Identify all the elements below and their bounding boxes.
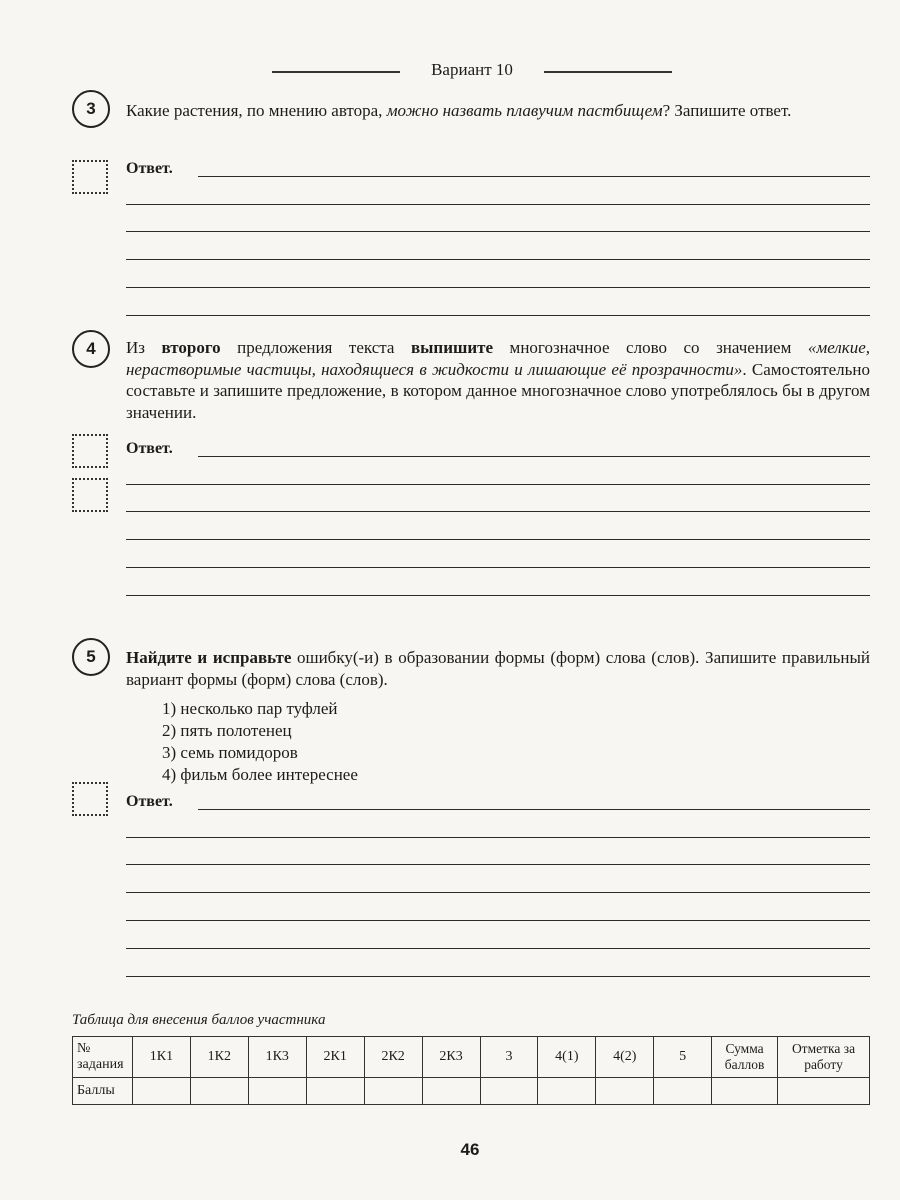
task-3-text: Какие растения, по мнению автора, bbox=[126, 101, 387, 120]
answer-line[interactable] bbox=[126, 231, 870, 232]
variant-title: Вариант 10 bbox=[431, 60, 513, 79]
answer-line[interactable] bbox=[198, 809, 870, 810]
answer-line[interactable] bbox=[126, 259, 870, 260]
answer-label: Ответ. bbox=[126, 440, 173, 457]
score-cell[interactable] bbox=[596, 1078, 654, 1105]
score-box[interactable] bbox=[72, 478, 108, 512]
task-3-question bbox=[126, 100, 870, 122]
column-header: 4(1) bbox=[538, 1037, 596, 1078]
score-box[interactable] bbox=[72, 782, 108, 816]
task-4-bold: второго bbox=[161, 338, 221, 357]
score-cell[interactable] bbox=[190, 1078, 248, 1105]
task-4-text: предложения текста bbox=[220, 338, 411, 357]
page-number: 46 bbox=[460, 1140, 480, 1159]
task-5 bbox=[72, 638, 872, 998]
header-rule-right bbox=[544, 71, 672, 73]
answer-line[interactable] bbox=[126, 315, 870, 316]
column-header: 1К1 bbox=[132, 1037, 190, 1078]
option-item: 2) пять полотенец bbox=[162, 721, 292, 740]
answer-label: Ответ. bbox=[126, 160, 173, 177]
score-box[interactable] bbox=[72, 434, 108, 468]
task-3-italic-phrase: можно назвать плавучим пастбищем bbox=[386, 101, 663, 120]
task-4-question bbox=[126, 337, 870, 423]
option-item: 3) семь помидоров bbox=[162, 743, 298, 762]
task-4-text: многозначное слово со значением bbox=[493, 338, 808, 357]
task-4-italic-definition: «мелкие, нерастворимые частицы, находящиеся в жидкости и лишающие её прозрачности» bbox=[126, 338, 870, 379]
answer-line[interactable] bbox=[126, 948, 870, 949]
answer-label: Ответ. bbox=[126, 793, 173, 810]
score-table-scores-row bbox=[73, 1078, 870, 1105]
column-header: 1К2 bbox=[190, 1037, 248, 1078]
grade-header: Отметка за работу bbox=[778, 1037, 870, 1078]
answer-line[interactable] bbox=[126, 595, 870, 596]
task-3-text-end: ? Запишите ответ. bbox=[662, 101, 792, 120]
answer-line[interactable] bbox=[126, 837, 870, 838]
task-4-text: . Самостоятельно составьте и запишите предложение, в котором данное многозначное слово употреблялось бы в другом значении. bbox=[126, 359, 871, 422]
answer-line[interactable] bbox=[198, 176, 870, 177]
answer-line[interactable] bbox=[126, 511, 870, 512]
task-5-text: ошибку(-и) в образовании формы (форм) слова (слов). Запишите правильный вариант формы (форм) слова (слов). bbox=[126, 648, 870, 689]
answer-line[interactable] bbox=[126, 892, 870, 893]
column-header: 4(2) bbox=[596, 1037, 654, 1078]
score-cell[interactable] bbox=[306, 1078, 364, 1105]
answer-line[interactable] bbox=[126, 539, 870, 540]
score-cell[interactable] bbox=[132, 1078, 190, 1105]
score-cell[interactable] bbox=[422, 1078, 480, 1105]
answer-line[interactable] bbox=[126, 864, 870, 865]
answer-line[interactable] bbox=[126, 567, 870, 568]
grade-cell[interactable] bbox=[778, 1078, 870, 1105]
task-number-header: № задания bbox=[73, 1037, 133, 1078]
answer-line[interactable] bbox=[126, 976, 870, 977]
score-cell[interactable] bbox=[364, 1078, 422, 1105]
column-header: 3 bbox=[480, 1037, 538, 1078]
score-table-title: Таблица для внесения баллов участника bbox=[72, 1012, 326, 1028]
task-number-badge: 3 bbox=[72, 90, 110, 128]
task-5-question bbox=[126, 647, 870, 690]
task-5-options bbox=[162, 698, 358, 786]
score-cell[interactable] bbox=[538, 1078, 596, 1105]
task-4-bold: выпишите bbox=[410, 338, 494, 357]
task-5-bold: Найдите и исправьте bbox=[126, 648, 292, 667]
answer-line[interactable] bbox=[126, 287, 870, 288]
sum-header: Сумма баллов bbox=[712, 1037, 778, 1078]
option-item: 1) несколько пар туфлей bbox=[162, 699, 338, 718]
column-header: 2К2 bbox=[364, 1037, 422, 1078]
answer-line[interactable] bbox=[198, 456, 870, 457]
score-cell[interactable] bbox=[248, 1078, 306, 1105]
answer-line[interactable] bbox=[126, 484, 870, 485]
score-box[interactable] bbox=[72, 160, 108, 194]
sum-cell[interactable] bbox=[712, 1078, 778, 1105]
task-number-badge: 5 bbox=[72, 638, 110, 676]
task-3 bbox=[72, 90, 872, 330]
task-4-text: Из bbox=[126, 338, 162, 357]
answer-line[interactable] bbox=[126, 920, 870, 921]
column-header: 2К3 bbox=[422, 1037, 480, 1078]
page-header bbox=[272, 60, 672, 84]
score-table-header-row bbox=[73, 1037, 870, 1078]
task-4 bbox=[72, 328, 872, 628]
answer-line[interactable] bbox=[126, 204, 870, 205]
task-number-badge: 4 bbox=[72, 330, 110, 368]
column-header: 1К3 bbox=[248, 1037, 306, 1078]
option-item: 4) фильм более интереснее bbox=[162, 765, 358, 784]
score-cell[interactable] bbox=[654, 1078, 712, 1105]
score-table bbox=[72, 1036, 870, 1105]
scores-label: Баллы bbox=[73, 1078, 133, 1105]
column-header: 5 bbox=[654, 1037, 712, 1078]
score-cell[interactable] bbox=[480, 1078, 538, 1105]
column-header: 2К1 bbox=[306, 1037, 364, 1078]
